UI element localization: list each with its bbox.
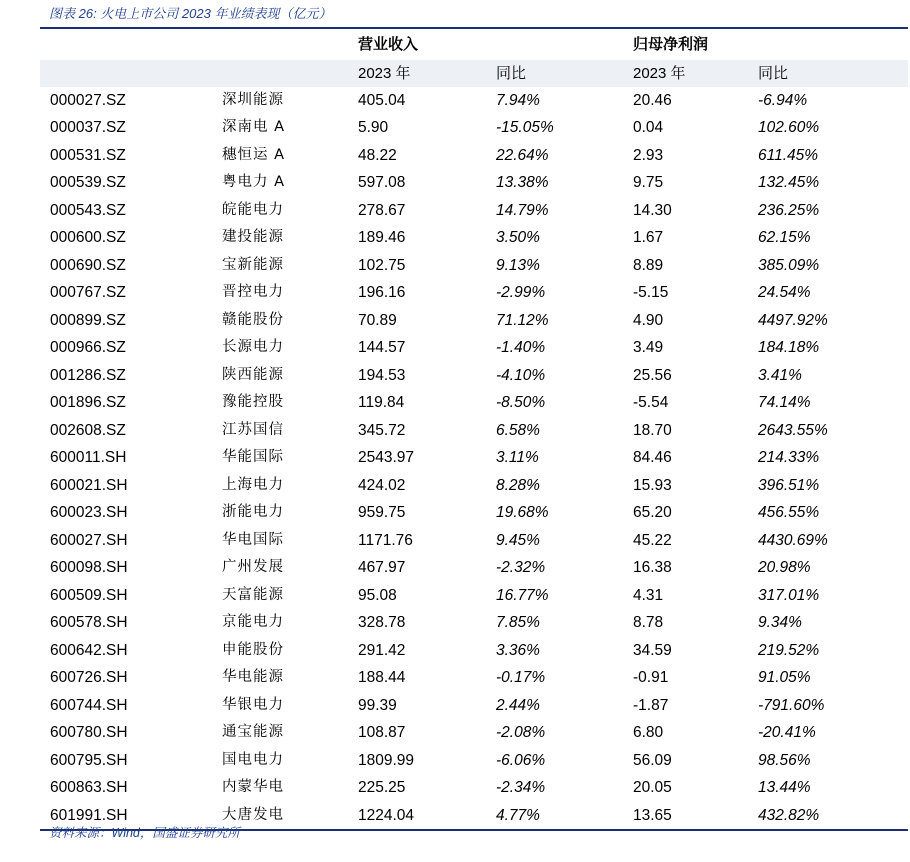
performance-table — [40, 27, 908, 831]
table-row — [40, 417, 908, 445]
table-row — [40, 252, 908, 280]
revenue-2023-cell: 2543.97 — [358, 449, 415, 466]
profit-2023-cell: 13.65 — [633, 806, 672, 824]
company-name-cell: 豫能控股 — [222, 394, 284, 410]
stock-code-cell: 600027.SH — [50, 531, 128, 549]
profit-2023-cell: 25.56 — [633, 366, 672, 384]
revenue-2023-cell: 194.53 — [358, 366, 406, 384]
revenue-2023-cell: 345.72 — [358, 421, 406, 439]
revenue-yoy-cell: -2.34% — [496, 779, 546, 796]
stock-code-cell: 600023.SH — [50, 504, 128, 521]
stock-code-cell: 600098.SH — [50, 559, 128, 576]
company-name-cell: 江苏国信 — [222, 421, 284, 438]
profit-yoy-cell: 317.01% — [758, 586, 820, 604]
stock-code-cell: 600011.SH — [50, 449, 127, 466]
header-revenue-year: 2023 年 — [358, 64, 411, 82]
company-name-cell: 国电电力 — [222, 751, 284, 768]
figure-caption: 图表 26: 火电上市公司 2023 年业绩表现（亿元） — [49, 6, 332, 21]
table-body — [40, 87, 908, 830]
profit-2023-cell: 0.04 — [633, 119, 664, 136]
stock-code-cell: 600578.SH — [50, 614, 128, 631]
revenue-2023-cell: 189.46 — [358, 229, 406, 246]
revenue-yoy-cell: 3.50% — [496, 229, 540, 246]
revenue-yoy-cell: 2.44% — [496, 696, 540, 714]
company-name-cell: 建投能源 — [222, 229, 284, 245]
table-row — [40, 307, 908, 335]
stock-code-cell: 600780.SH — [50, 724, 128, 741]
profit-yoy-cell: 91.05% — [758, 669, 811, 686]
revenue-2023-cell: 405.04 — [358, 91, 406, 109]
stock-code-cell: 601991.SH — [50, 806, 128, 824]
header-profit-year: 2023 年 — [633, 64, 686, 82]
revenue-yoy-cell: 16.77% — [496, 586, 549, 604]
profit-2023-cell: 4.31 — [633, 586, 664, 604]
header-profit-yoy: 同比 — [758, 64, 789, 82]
revenue-2023-cell: 99.39 — [358, 696, 397, 714]
company-name-cell: 华能国际 — [222, 449, 284, 465]
profit-2023-cell: 45.22 — [633, 531, 672, 549]
profit-2023-cell: 6.80 — [633, 724, 664, 741]
stock-code-cell: 000899.SZ — [50, 311, 126, 329]
profit-yoy-cell: 4497.92% — [758, 311, 828, 329]
revenue-2023-cell: 597.08 — [358, 174, 406, 191]
revenue-yoy-cell: 9.13% — [496, 256, 540, 274]
stock-code-cell: 001286.SZ — [50, 366, 126, 384]
profit-yoy-cell: 396.51% — [758, 476, 820, 494]
profit-2023-cell: 4.90 — [633, 311, 664, 329]
company-name-cell: 华电国际 — [222, 531, 284, 548]
profit-2023-cell: -5.54 — [633, 394, 669, 411]
revenue-yoy-cell: 8.28% — [496, 476, 540, 494]
stock-code-cell: 000531.SZ — [50, 146, 126, 164]
header-profit-group: 归母净利润 — [633, 35, 709, 53]
profit-yoy-cell: 3.41% — [758, 366, 802, 384]
table-row — [40, 637, 908, 665]
profit-2023-cell: 34.59 — [633, 641, 672, 659]
table-row — [40, 692, 908, 720]
company-name-cell: 华银电力 — [222, 696, 284, 713]
profit-2023-cell: 3.49 — [633, 339, 664, 356]
profit-yoy-cell: 611.45% — [758, 146, 819, 164]
table-row — [40, 499, 908, 527]
table-row — [40, 362, 908, 390]
revenue-yoy-cell: 7.94% — [496, 91, 540, 109]
stock-code-cell: 000539.SZ — [50, 174, 126, 191]
profit-2023-cell: -5.15 — [633, 284, 669, 301]
revenue-2023-cell: 424.02 — [358, 476, 406, 494]
table-row — [40, 719, 908, 747]
company-name-cell: 大唐发电 — [222, 806, 284, 823]
profit-yoy-cell: 4430.69% — [758, 531, 828, 549]
profit-yoy-cell: -6.94% — [758, 91, 808, 109]
header-revenue-group: 营业收入 — [358, 35, 419, 53]
profit-yoy-cell: 98.56% — [758, 751, 811, 769]
profit-yoy-cell: 20.98% — [758, 559, 811, 576]
profit-2023-cell: 84.46 — [633, 449, 672, 466]
profit-yoy-cell: 219.52% — [758, 641, 820, 659]
table-row — [40, 582, 908, 610]
profit-2023-cell: 15.93 — [633, 476, 672, 494]
revenue-2023-cell: 70.89 — [358, 311, 397, 329]
profit-yoy-cell: -791.60% — [758, 696, 825, 714]
revenue-yoy-cell: 4.77% — [496, 806, 540, 824]
table-row — [40, 169, 908, 197]
profit-2023-cell: 20.46 — [633, 91, 672, 109]
table-row — [40, 197, 908, 225]
company-name-cell: 京能电力 — [222, 614, 284, 630]
stock-code-cell: 000543.SZ — [50, 201, 126, 219]
revenue-2023-cell: 328.78 — [358, 614, 406, 631]
company-name-cell: 上海电力 — [222, 476, 284, 493]
profit-2023-cell: 1.67 — [633, 229, 664, 246]
table-row — [40, 554, 908, 582]
revenue-2023-cell: 959.75 — [358, 504, 406, 521]
revenue-2023-cell: 196.16 — [358, 284, 406, 301]
company-name-cell: 华电能源 — [222, 669, 284, 685]
company-name-cell: 宝新能源 — [222, 256, 284, 273]
table-row — [40, 279, 908, 307]
company-name-cell: 皖能电力 — [222, 201, 284, 218]
revenue-yoy-cell: 13.38% — [496, 174, 549, 191]
profit-yoy-cell: 184.18% — [758, 339, 820, 356]
company-name-cell: 浙能电力 — [222, 504, 284, 520]
profit-yoy-cell: 102.60% — [758, 119, 820, 136]
table-row — [40, 114, 908, 142]
table-row — [40, 609, 908, 637]
profit-2023-cell: 8.78 — [633, 614, 664, 631]
profit-yoy-cell: 13.44% — [758, 779, 811, 796]
stock-code-cell: 600509.SH — [50, 586, 128, 604]
profit-yoy-cell: 62.15% — [758, 229, 811, 246]
stock-code-cell: 600863.SH — [50, 779, 128, 796]
stock-code-cell: 600642.SH — [50, 641, 128, 659]
table-row — [40, 664, 908, 692]
stock-code-cell: 000037.SZ — [50, 119, 126, 136]
revenue-2023-cell: 5.90 — [358, 119, 389, 136]
profit-yoy-cell: 24.54% — [758, 284, 811, 301]
profit-yoy-cell: 214.33% — [758, 449, 820, 466]
company-name-cell: 陕西能源 — [222, 366, 284, 383]
stock-code-cell: 000966.SZ — [50, 339, 126, 356]
table-row — [40, 142, 908, 170]
revenue-yoy-cell: -1.40% — [496, 339, 546, 356]
stock-code-cell: 001896.SZ — [50, 394, 126, 411]
revenue-yoy-cell: -15.05% — [496, 119, 554, 136]
revenue-yoy-cell: -2.32% — [496, 559, 546, 576]
revenue-2023-cell: 144.57 — [358, 339, 406, 356]
revenue-yoy-cell: -4.10% — [496, 366, 546, 384]
profit-2023-cell: 9.75 — [633, 174, 664, 191]
revenue-yoy-cell: 71.12% — [496, 311, 549, 329]
revenue-yoy-cell: -2.08% — [496, 724, 546, 741]
profit-2023-cell: 56.09 — [633, 751, 672, 769]
table-row — [40, 747, 908, 775]
stock-code-cell: 000600.SZ — [50, 229, 126, 246]
company-name-cell: 申能股份 — [222, 641, 284, 658]
table-row — [40, 472, 908, 500]
revenue-yoy-cell: 22.64% — [496, 146, 549, 164]
revenue-yoy-cell: 14.79% — [496, 201, 549, 219]
revenue-yoy-cell: 19.68% — [496, 504, 549, 521]
revenue-2023-cell: 119.84 — [358, 394, 405, 411]
profit-2023-cell: -0.91 — [633, 669, 669, 686]
source-note: 资料来源：Wind，国盛证券研究所 — [49, 826, 240, 840]
revenue-2023-cell: 1224.04 — [358, 806, 415, 824]
revenue-yoy-cell: -2.99% — [496, 284, 546, 301]
stock-code-cell: 600726.SH — [50, 669, 128, 686]
profit-yoy-cell: 432.82% — [758, 806, 820, 824]
profit-yoy-cell: 456.55% — [758, 504, 820, 521]
revenue-yoy-cell: -0.17% — [496, 669, 546, 686]
stock-code-cell: 600744.SH — [50, 696, 128, 714]
profit-yoy-cell: 9.34% — [758, 614, 802, 631]
company-name-cell: 内蒙华电 — [222, 779, 284, 795]
stock-code-cell: 000027.SZ — [50, 91, 126, 109]
revenue-2023-cell: 1809.99 — [358, 751, 415, 769]
company-name-cell: 深圳能源 — [222, 91, 284, 108]
header-sub-row — [40, 60, 908, 87]
stock-code-cell: 000690.SZ — [50, 256, 126, 274]
profit-yoy-cell: 385.09% — [758, 256, 820, 274]
revenue-2023-cell: 291.42 — [358, 641, 406, 659]
revenue-2023-cell: 48.22 — [358, 146, 397, 164]
profit-2023-cell: -1.87 — [633, 696, 669, 714]
company-name-cell: 广州发展 — [222, 559, 284, 575]
revenue-2023-cell: 95.08 — [358, 586, 397, 604]
table-row — [40, 389, 908, 417]
profit-yoy-cell: 2643.55% — [758, 421, 828, 439]
profit-yoy-cell: 74.14% — [758, 394, 811, 411]
company-name-cell: 穗恒运 A — [222, 146, 286, 163]
table-row — [40, 224, 908, 252]
profit-2023-cell: 65.20 — [633, 504, 672, 521]
profit-2023-cell: 8.89 — [633, 256, 664, 274]
revenue-2023-cell: 188.44 — [358, 669, 406, 686]
revenue-yoy-cell: 6.58% — [496, 421, 540, 439]
revenue-yoy-cell: 9.45% — [496, 531, 540, 549]
revenue-2023-cell: 278.67 — [358, 201, 406, 219]
revenue-yoy-cell: -8.50% — [496, 394, 546, 411]
table-row — [40, 527, 908, 555]
revenue-yoy-cell: 3.36% — [496, 641, 540, 659]
revenue-2023-cell: 108.87 — [358, 724, 406, 741]
profit-yoy-cell: -20.41% — [758, 724, 816, 741]
revenue-2023-cell: 102.75 — [358, 256, 406, 274]
profit-yoy-cell: 132.45% — [758, 174, 820, 191]
profit-2023-cell: 20.05 — [633, 779, 672, 796]
company-name-cell: 晋控电力 — [222, 284, 284, 300]
table-row — [40, 87, 908, 115]
company-name-cell: 深南电 A — [222, 119, 286, 135]
stock-code-cell: 600795.SH — [50, 751, 128, 769]
table-row — [40, 444, 908, 472]
revenue-yoy-cell: 7.85% — [496, 614, 540, 631]
profit-yoy-cell: 236.25% — [758, 201, 820, 219]
company-name-cell: 赣能股份 — [222, 311, 284, 328]
company-name-cell: 天富能源 — [222, 586, 284, 603]
profit-2023-cell: 16.38 — [633, 559, 672, 576]
table-row — [40, 334, 908, 362]
revenue-yoy-cell: 3.11% — [496, 449, 539, 466]
company-name-cell: 通宝能源 — [222, 724, 284, 740]
stock-code-cell: 600021.SH — [50, 476, 128, 494]
table-row — [40, 774, 908, 802]
company-name-cell: 粤电力 A — [222, 174, 286, 190]
revenue-2023-cell: 225.25 — [358, 779, 406, 796]
header-group-row — [40, 29, 908, 60]
stock-code-cell: 000767.SZ — [50, 284, 126, 301]
profit-2023-cell: 2.93 — [633, 146, 664, 164]
revenue-2023-cell: 1171.76 — [358, 531, 413, 549]
stock-code-cell: 002608.SZ — [50, 421, 126, 439]
header-revenue-yoy: 同比 — [496, 64, 527, 82]
company-name-cell: 长源电力 — [222, 339, 284, 355]
profit-2023-cell: 18.70 — [633, 421, 672, 439]
profit-2023-cell: 14.30 — [633, 201, 672, 219]
revenue-2023-cell: 467.97 — [358, 559, 406, 576]
revenue-yoy-cell: -6.06% — [496, 751, 546, 769]
